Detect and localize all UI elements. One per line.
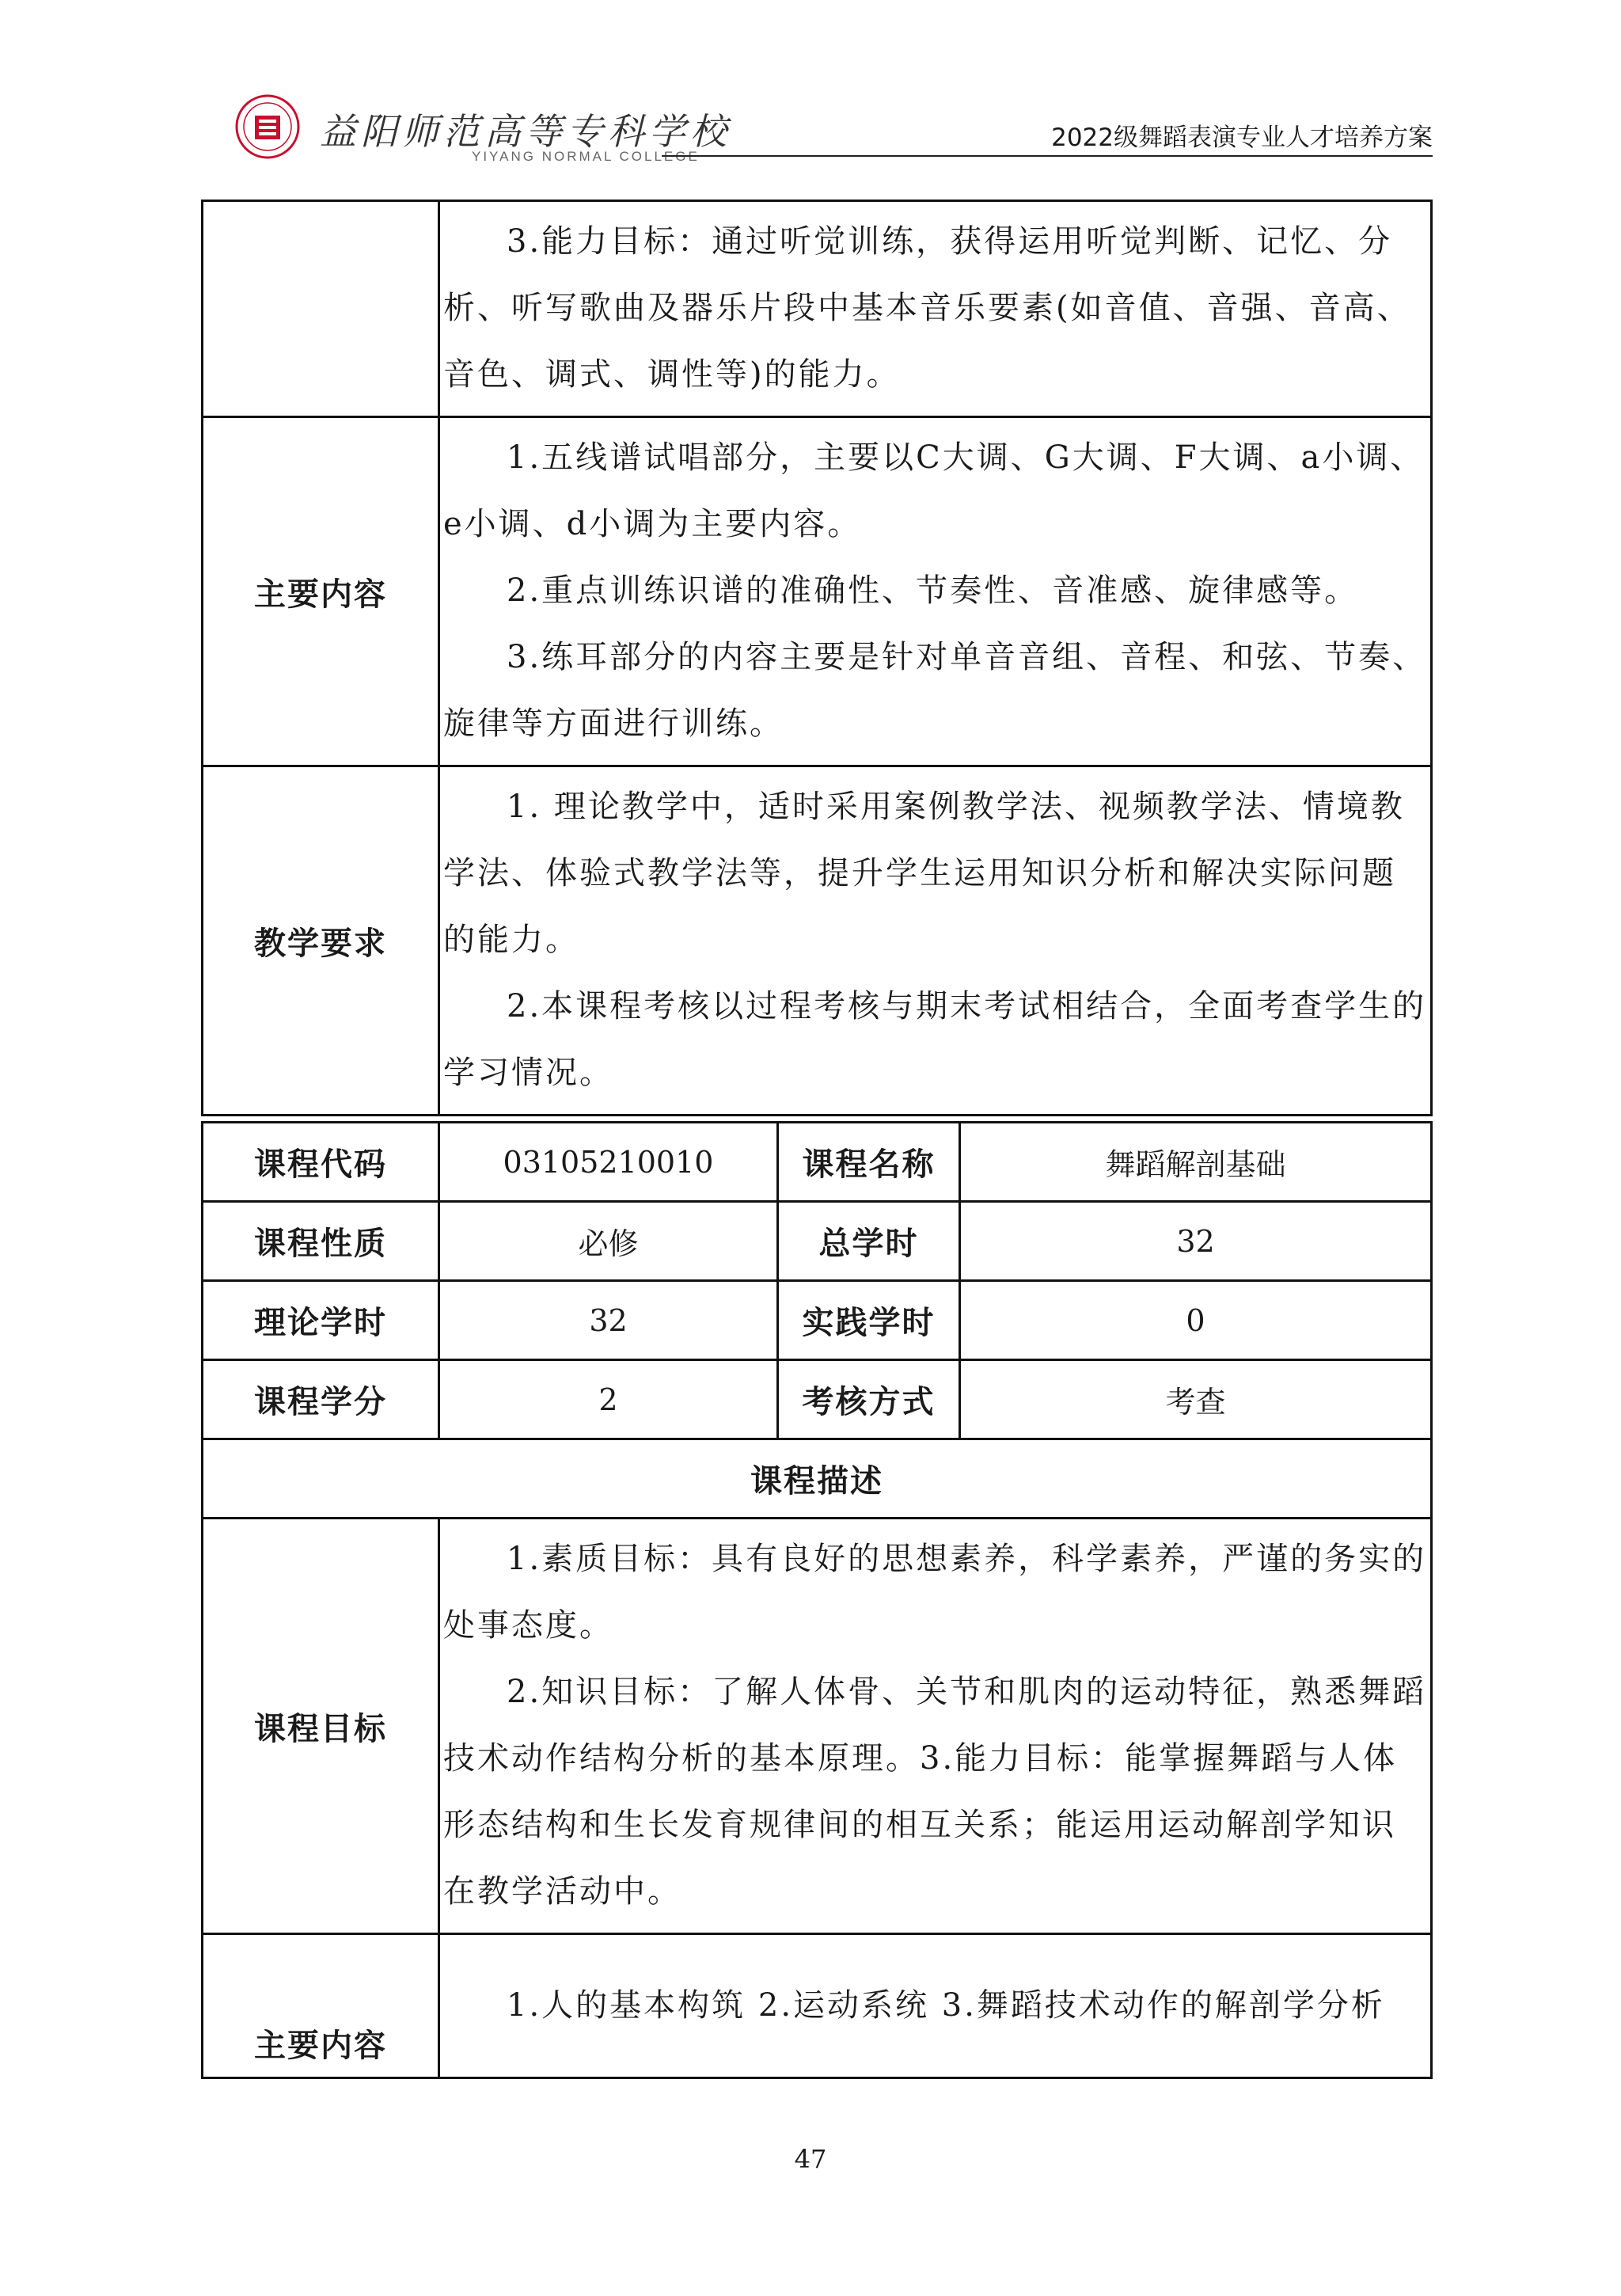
table-row (203, 1202, 1432, 1281)
paragraph: 3.练耳部分的内容主要是针对单音音组、音程、和弦、节奏、旋律等方面进行训练。 (443, 639, 1427, 742)
paragraph: 2.重点训练识谱的准确性、节奏性、音准感、旋律感等。 (507, 572, 1359, 609)
row-content (439, 766, 1432, 1116)
document-title: 2022级舞蹈表演专业人才培养方案 (1051, 124, 1433, 152)
cell-value: 03105210010 (439, 1123, 778, 1202)
row-label: 主要内容 (203, 417, 439, 766)
page-header (234, 93, 1433, 164)
cell-label: 课程代码 (203, 1123, 439, 1202)
row-content (439, 417, 1432, 766)
cell-value: 32 (439, 1281, 778, 1360)
table-row (203, 766, 1432, 1116)
cell-value: 0 (960, 1281, 1432, 1360)
row-label: 教学要求 (203, 766, 439, 1116)
cell-value: 必修 (439, 1202, 778, 1281)
section-header: 课程描述 (203, 1439, 1432, 1519)
cell-label: 考核方式 (778, 1360, 960, 1439)
page-number: 47 (794, 2144, 827, 2174)
paragraph: 1. 理论教学中，适时采用案例教学法、视频教学法、情境教学法、体验式教学法等，提升学生运用知识分析和解决实际问题的能力。 (443, 789, 1405, 958)
table-row (203, 1934, 1432, 2078)
course-table-continued (201, 200, 1433, 1116)
cell-label: 课程名称 (778, 1123, 960, 1202)
school-name-en: YIYANG NORMAL COLLEGE (472, 149, 700, 164)
cell-value: 舞蹈解剖基础 (960, 1123, 1432, 1202)
cell-value: 32 (960, 1202, 1432, 1281)
paragraph: 1.五线谱试唱部分，主要以C大调、G大调、F大调、a小调、e小调、d小调为主要内容。 (443, 439, 1425, 542)
row-label: 主要内容 (203, 1934, 439, 2078)
cell-label: 课程学分 (203, 1360, 439, 1439)
cell-label: 理论学时 (203, 1281, 439, 1360)
table-row (203, 1281, 1432, 1360)
row-content (439, 1519, 1432, 1934)
school-name-cn: 益阳师范高等专科学校 (320, 110, 731, 153)
school-seal-icon (234, 93, 301, 160)
row-content (439, 1934, 1432, 2078)
table-row (203, 1519, 1432, 1934)
table-row (203, 417, 1432, 766)
table-row (203, 1123, 1432, 1202)
cell-label: 总学时 (778, 1202, 960, 1281)
paragraph: 1.人的基本构筑 2.运动系统 3.舞蹈技术动作的解剖学分析 (507, 1986, 1385, 2024)
paragraph: 1.素质目标：具有良好的思想素养，科学素养，严谨的务实的处事态度。 (443, 1541, 1427, 1644)
row-content (439, 201, 1432, 417)
course-table (201, 1121, 1433, 2079)
paragraph: 3.能力目标：通过听觉训练，获得运用听觉判断、记忆、分析、听写歌曲及器乐片段中基本音乐要素(如音值、音强、音高、音色、调式、调性等)的能力。 (443, 223, 1411, 393)
table-row (203, 1360, 1432, 1439)
table-row (203, 1439, 1432, 1519)
header-rule (662, 155, 1433, 157)
cell-value: 2 (439, 1360, 778, 1439)
cell-label: 课程性质 (203, 1202, 439, 1281)
cell-label: 实践学时 (778, 1281, 960, 1360)
row-label (203, 201, 439, 417)
cell-value: 考查 (960, 1360, 1432, 1439)
paragraph: 2.知识目标：了解人体骨、关节和肌肉的运动特征，熟悉舞蹈技术动作结构分析的基本原理。3.能力目标：能掌握舞蹈与人体形态结构和生长发育规律间的相互关系；能运用运动解剖学知识在教学活动中。 (443, 1674, 1427, 1910)
table-row (203, 201, 1432, 417)
paragraph: 2.本课程考核以过程考核与期末考试相结合，全面考查学生的学习情况。 (443, 988, 1427, 1091)
row-label: 课程目标 (203, 1519, 439, 1934)
